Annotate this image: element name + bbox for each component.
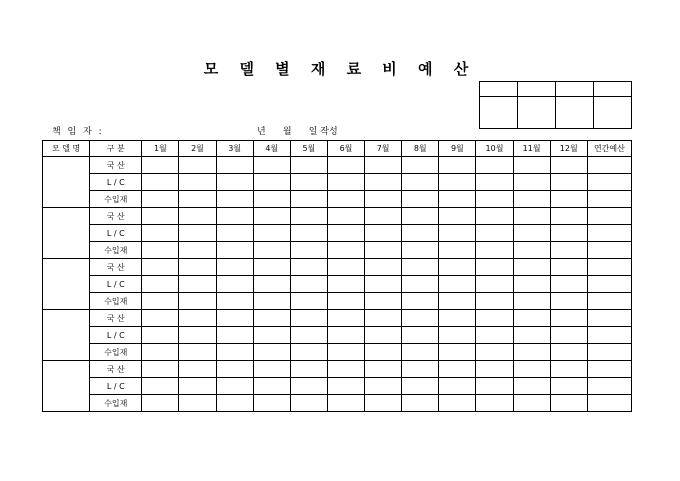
value-cell: [550, 225, 587, 242]
value-cell: [550, 191, 587, 208]
approval-cell: [594, 97, 632, 129]
value-cell: [142, 242, 179, 259]
value-cell: [365, 378, 402, 395]
value-cell: [587, 242, 631, 259]
value-cell: [290, 276, 327, 293]
category-cell: 국 산: [90, 310, 142, 327]
value-cell: [365, 157, 402, 174]
value-cell: [402, 310, 439, 327]
value-cell: [253, 259, 290, 276]
value-cell: [439, 327, 476, 344]
value-cell: [439, 344, 476, 361]
table-row: [43, 259, 632, 276]
value-cell: [142, 225, 179, 242]
value-cell: [290, 344, 327, 361]
value-cell: [550, 174, 587, 191]
approval-cell: [518, 97, 556, 129]
header-model: 모 델 명: [43, 141, 90, 157]
value-cell: [327, 276, 364, 293]
model-name-cell: [43, 310, 90, 361]
value-cell: [587, 327, 631, 344]
value-cell: [402, 293, 439, 310]
table-body: [43, 157, 632, 412]
table-row: [43, 378, 632, 395]
value-cell: [513, 344, 550, 361]
value-cell: [587, 293, 631, 310]
value-cell: [327, 191, 364, 208]
value-cell: [439, 378, 476, 395]
value-cell: [439, 242, 476, 259]
value-cell: [402, 395, 439, 412]
value-cell: [402, 174, 439, 191]
date-line: 년 월 일 작성: [257, 127, 338, 137]
value-cell: [476, 361, 513, 378]
value-cell: [439, 225, 476, 242]
value-cell: [290, 259, 327, 276]
value-cell: [290, 293, 327, 310]
value-cell: [216, 378, 253, 395]
value-cell: [327, 361, 364, 378]
value-cell: [253, 310, 290, 327]
value-cell: [439, 293, 476, 310]
value-cell: [365, 293, 402, 310]
value-cell: [142, 395, 179, 412]
value-cell: [365, 361, 402, 378]
value-cell: [327, 157, 364, 174]
value-cell: [587, 208, 631, 225]
value-cell: [476, 259, 513, 276]
value-cell: [587, 259, 631, 276]
value-cell: [327, 225, 364, 242]
value-cell: [513, 293, 550, 310]
category-cell: 수입재: [90, 344, 142, 361]
value-cell: [253, 276, 290, 293]
value-cell: [513, 378, 550, 395]
value-cell: [550, 293, 587, 310]
value-cell: [550, 276, 587, 293]
value-cell: [327, 378, 364, 395]
value-cell: [513, 157, 550, 174]
value-cell: [587, 157, 631, 174]
header-month: 1월: [142, 141, 179, 157]
value-cell: [513, 208, 550, 225]
category-cell: 국 산: [90, 208, 142, 225]
value-cell: [513, 395, 550, 412]
value-cell: [513, 225, 550, 242]
value-cell: [550, 344, 587, 361]
value-cell: [402, 327, 439, 344]
table-row: [43, 157, 632, 174]
value-cell: [179, 225, 216, 242]
value-cell: [142, 174, 179, 191]
value-cell: [142, 310, 179, 327]
value-cell: [439, 310, 476, 327]
value-cell: [142, 191, 179, 208]
value-cell: [402, 361, 439, 378]
value-cell: [327, 327, 364, 344]
value-cell: [439, 191, 476, 208]
category-cell: L / C: [90, 378, 142, 395]
value-cell: [365, 276, 402, 293]
value-cell: [179, 157, 216, 174]
value-cell: [327, 174, 364, 191]
value-cell: [365, 327, 402, 344]
value-cell: [142, 344, 179, 361]
value-cell: [327, 259, 364, 276]
value-cell: [476, 191, 513, 208]
value-cell: [513, 361, 550, 378]
value-cell: [365, 344, 402, 361]
value-cell: [587, 225, 631, 242]
value-cell: [476, 174, 513, 191]
value-cell: [216, 361, 253, 378]
value-cell: [253, 225, 290, 242]
value-cell: [290, 327, 327, 344]
table-row: [43, 174, 632, 191]
approval-box: [479, 81, 632, 129]
value-cell: [290, 174, 327, 191]
value-cell: [253, 293, 290, 310]
value-cell: [587, 174, 631, 191]
value-cell: [179, 242, 216, 259]
value-cell: [587, 191, 631, 208]
value-cell: [179, 395, 216, 412]
value-cell: [179, 361, 216, 378]
value-cell: [253, 344, 290, 361]
value-cell: [402, 344, 439, 361]
value-cell: [550, 157, 587, 174]
value-cell: [216, 293, 253, 310]
value-cell: [587, 344, 631, 361]
value-cell: [476, 310, 513, 327]
value-cell: [253, 157, 290, 174]
value-cell: [365, 242, 402, 259]
value-cell: [216, 225, 253, 242]
category-cell: 수입재: [90, 242, 142, 259]
value-cell: [439, 276, 476, 293]
value-cell: [550, 208, 587, 225]
category-cell: 수입재: [90, 191, 142, 208]
value-cell: [327, 293, 364, 310]
value-cell: [587, 276, 631, 293]
value-cell: [402, 157, 439, 174]
value-cell: [142, 208, 179, 225]
value-cell: [439, 259, 476, 276]
value-cell: [290, 361, 327, 378]
table-row: [43, 310, 632, 327]
value-cell: [253, 242, 290, 259]
value-cell: [290, 242, 327, 259]
value-cell: [290, 378, 327, 395]
value-cell: [365, 259, 402, 276]
value-cell: [476, 157, 513, 174]
value-cell: [476, 242, 513, 259]
value-cell: [587, 361, 631, 378]
header-month: 11월: [513, 141, 550, 157]
value-cell: [179, 191, 216, 208]
category-cell: L / C: [90, 225, 142, 242]
value-cell: [216, 242, 253, 259]
value-cell: [513, 327, 550, 344]
header-month: 10월: [476, 141, 513, 157]
value-cell: [179, 276, 216, 293]
category-cell: 국 산: [90, 361, 142, 378]
value-cell: [290, 225, 327, 242]
model-name-cell: [43, 157, 90, 208]
table-row: [43, 276, 632, 293]
value-cell: [550, 259, 587, 276]
value-cell: [290, 208, 327, 225]
table-row: [43, 225, 632, 242]
value-cell: [253, 361, 290, 378]
approval-cell: [518, 82, 556, 97]
approval-cell: [556, 97, 594, 129]
value-cell: [179, 208, 216, 225]
header-month: 3월: [216, 141, 253, 157]
table-row: [43, 327, 632, 344]
value-cell: [327, 208, 364, 225]
value-cell: [142, 157, 179, 174]
value-cell: [402, 378, 439, 395]
value-cell: [179, 378, 216, 395]
value-cell: [476, 344, 513, 361]
value-cell: [142, 361, 179, 378]
header-month: 5월: [290, 141, 327, 157]
value-cell: [476, 395, 513, 412]
value-cell: [550, 378, 587, 395]
value-cell: [402, 276, 439, 293]
table-row: [43, 344, 632, 361]
value-cell: [513, 242, 550, 259]
category-cell: 국 산: [90, 259, 142, 276]
value-cell: [439, 361, 476, 378]
value-cell: [216, 191, 253, 208]
value-cell: [253, 208, 290, 225]
value-cell: [513, 276, 550, 293]
value-cell: [216, 174, 253, 191]
header-month: 7월: [365, 141, 402, 157]
value-cell: [439, 208, 476, 225]
value-cell: [253, 378, 290, 395]
value-cell: [550, 327, 587, 344]
value-cell: [179, 259, 216, 276]
value-cell: [365, 208, 402, 225]
value-cell: [290, 157, 327, 174]
value-cell: [179, 293, 216, 310]
table-row: [43, 242, 632, 259]
header-annual: 연간예산: [587, 141, 631, 157]
table-row: [43, 191, 632, 208]
value-cell: [402, 259, 439, 276]
value-cell: [142, 378, 179, 395]
value-cell: [365, 191, 402, 208]
value-cell: [587, 310, 631, 327]
value-cell: [253, 174, 290, 191]
value-cell: [216, 327, 253, 344]
value-cell: [439, 174, 476, 191]
value-cell: [513, 259, 550, 276]
model-name-cell: [43, 259, 90, 310]
header-month: 2월: [179, 141, 216, 157]
category-cell: 수입재: [90, 395, 142, 412]
value-cell: [216, 276, 253, 293]
value-cell: [179, 174, 216, 191]
value-cell: [550, 310, 587, 327]
value-cell: [550, 395, 587, 412]
value-cell: [216, 259, 253, 276]
header-month: 8월: [402, 141, 439, 157]
table-row: [43, 293, 632, 310]
value-cell: [402, 242, 439, 259]
value-cell: [253, 191, 290, 208]
value-cell: [290, 191, 327, 208]
approval-cell: [594, 82, 632, 97]
category-cell: 국 산: [90, 157, 142, 174]
value-cell: [216, 310, 253, 327]
value-cell: [290, 395, 327, 412]
header-month: 12월: [550, 141, 587, 157]
value-cell: [179, 310, 216, 327]
value-cell: [327, 310, 364, 327]
approval-cell: [480, 82, 518, 97]
value-cell: [327, 395, 364, 412]
value-cell: [142, 276, 179, 293]
value-cell: [476, 378, 513, 395]
value-cell: [587, 378, 631, 395]
category-cell: L / C: [90, 174, 142, 191]
value-cell: [290, 310, 327, 327]
model-name-cell: [43, 361, 90, 412]
value-cell: [439, 395, 476, 412]
header-month: 9월: [439, 141, 476, 157]
approval-cell: [556, 82, 594, 97]
value-cell: [179, 344, 216, 361]
approval-cell: [480, 97, 518, 129]
table-row: [43, 361, 632, 378]
value-cell: [439, 157, 476, 174]
value-cell: [365, 225, 402, 242]
category-cell: L / C: [90, 276, 142, 293]
value-cell: [476, 276, 513, 293]
value-cell: [513, 191, 550, 208]
value-cell: [216, 208, 253, 225]
table-row: [43, 208, 632, 225]
value-cell: [476, 293, 513, 310]
table-row: [43, 395, 632, 412]
category-cell: L / C: [90, 327, 142, 344]
value-cell: [253, 327, 290, 344]
value-cell: [513, 174, 550, 191]
value-cell: [253, 395, 290, 412]
value-cell: [402, 208, 439, 225]
page-title: 모 델 별 재 료 비 예 산: [203, 60, 477, 78]
value-cell: [327, 344, 364, 361]
budget-table: [42, 140, 632, 412]
value-cell: [587, 395, 631, 412]
value-cell: [216, 157, 253, 174]
value-cell: [550, 361, 587, 378]
category-cell: 수입재: [90, 293, 142, 310]
header-month: 4월: [253, 141, 290, 157]
value-cell: [402, 191, 439, 208]
value-cell: [476, 225, 513, 242]
value-cell: [365, 174, 402, 191]
responsible-label: 책 임 자 :: [52, 127, 104, 137]
header-row: [43, 141, 632, 157]
header-month: 6월: [327, 141, 364, 157]
value-cell: [142, 259, 179, 276]
value-cell: [142, 327, 179, 344]
value-cell: [365, 395, 402, 412]
value-cell: [513, 310, 550, 327]
value-cell: [142, 293, 179, 310]
value-cell: [476, 327, 513, 344]
model-name-cell: [43, 208, 90, 259]
value-cell: [216, 395, 253, 412]
value-cell: [179, 327, 216, 344]
value-cell: [402, 225, 439, 242]
header-division: 구 분: [90, 141, 142, 157]
value-cell: [550, 242, 587, 259]
value-cell: [365, 310, 402, 327]
value-cell: [476, 208, 513, 225]
value-cell: [327, 242, 364, 259]
value-cell: [216, 344, 253, 361]
